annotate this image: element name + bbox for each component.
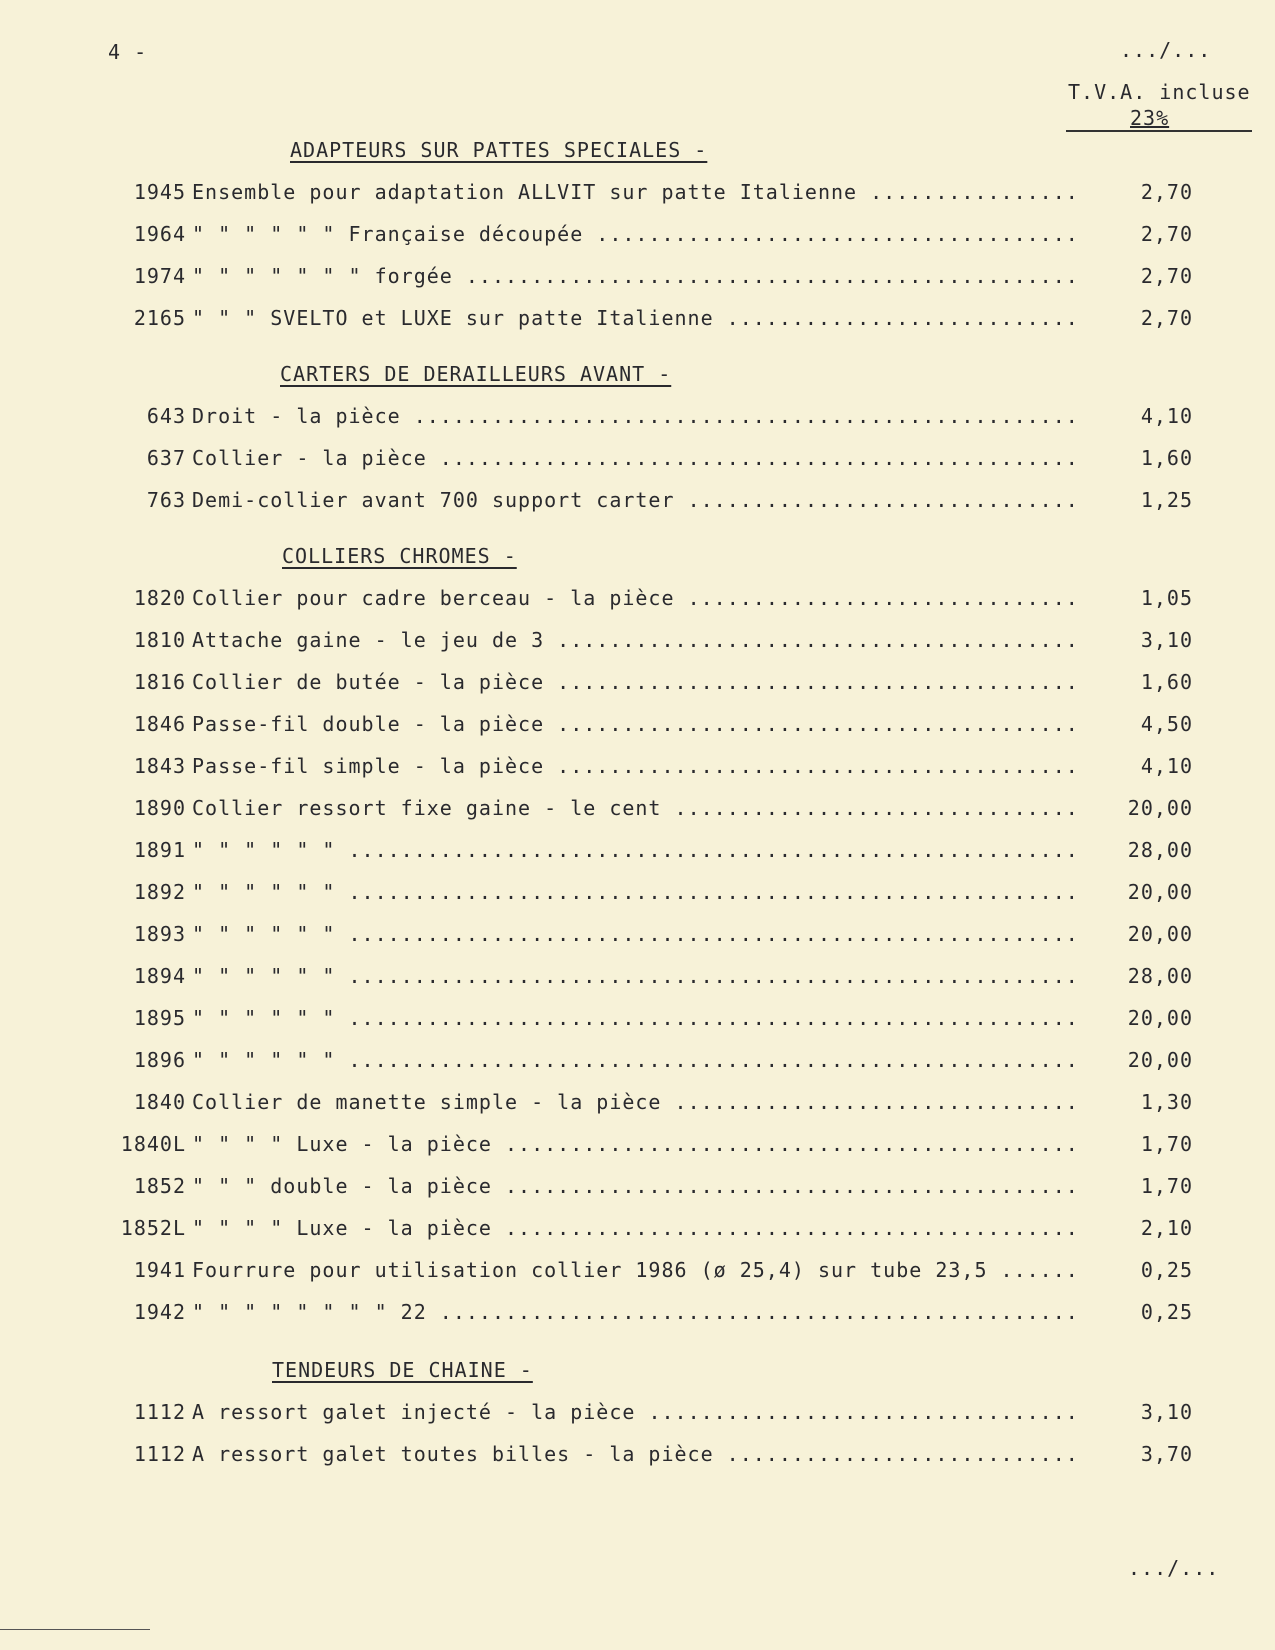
- item-code: 1852L: [120, 1216, 186, 1240]
- item-code: 1891: [133, 838, 186, 862]
- item-price: 4,10: [1140, 404, 1193, 428]
- continuation-marker-bottom: .../...: [1128, 1556, 1220, 1580]
- item-code: 1846: [133, 712, 186, 736]
- table-row: [108, 1216, 1193, 1248]
- item-code: 1843: [133, 754, 186, 778]
- item-code: 1112: [133, 1442, 186, 1466]
- item-price: 20,00: [1127, 922, 1193, 946]
- table-row: [108, 964, 1193, 996]
- item-code: 1895: [133, 1006, 186, 1030]
- item-description: " " " " " " .....: [192, 964, 1078, 988]
- tax-rate: 23%: [1130, 106, 1170, 130]
- item-description: Demi-collier avant 700 support carter .....: [192, 488, 1078, 512]
- item-price: 3,10: [1140, 1400, 1193, 1424]
- item-price: 2,70: [1140, 180, 1193, 204]
- item-code: 637: [146, 446, 186, 470]
- table-row: [108, 306, 1193, 338]
- item-code: 1964: [133, 222, 186, 246]
- section-heading-tendeurs: TENDEURS DE CHAINE -: [272, 1358, 533, 1382]
- table-row: [108, 586, 1193, 618]
- item-description: " " " SVELTO et LUXE sur patte Italienne .....: [192, 306, 1078, 330]
- item-code: 1890: [133, 796, 186, 820]
- item-code: 1892: [133, 880, 186, 904]
- item-description: " " " " " " .....: [192, 1006, 1078, 1030]
- item-description: " " " " " " Française découpée .....: [192, 222, 1078, 246]
- table-row: [108, 488, 1193, 520]
- item-description: Collier ressort fixe gaine - le cent .....: [192, 796, 1078, 820]
- table-row: [108, 264, 1193, 296]
- table-row: [108, 446, 1193, 478]
- item-description: Collier pour cadre berceau - la pièce .....: [192, 586, 1078, 610]
- item-code: 1852: [133, 1174, 186, 1198]
- item-description: A ressort galet injecté - la pièce .....: [192, 1400, 1078, 1424]
- table-row: [108, 1174, 1193, 1206]
- item-price: 1,05: [1140, 586, 1193, 610]
- item-price: 20,00: [1127, 1048, 1193, 1072]
- page-number: 4 -: [108, 40, 148, 64]
- table-row: [108, 1132, 1193, 1164]
- section-heading-adapteurs: ADAPTEURS SUR PATTES SPECIALES -: [290, 138, 708, 162]
- table-row: [108, 1048, 1193, 1080]
- item-price: 1,70: [1140, 1132, 1193, 1156]
- table-row: [108, 754, 1193, 786]
- item-price: 1,70: [1140, 1174, 1193, 1198]
- item-description: A ressort galet toutes billes - la pièce .....: [192, 1442, 1078, 1466]
- item-price: 1,60: [1140, 446, 1193, 470]
- item-price: 3,70: [1140, 1442, 1193, 1466]
- item-price: 20,00: [1127, 880, 1193, 904]
- item-price: 20,00: [1127, 796, 1193, 820]
- continuation-marker-top: .../...: [1120, 38, 1212, 62]
- item-price: 4,50: [1140, 712, 1193, 736]
- item-price: 28,00: [1127, 964, 1193, 988]
- table-row: [108, 838, 1193, 870]
- item-code: 1816: [133, 670, 186, 694]
- table-row: [108, 1300, 1193, 1332]
- table-row: [108, 796, 1193, 828]
- item-price: 20,00: [1127, 1006, 1193, 1030]
- item-description: Passe-fil simple - la pièce .....: [192, 754, 1078, 778]
- item-price: 2,70: [1140, 264, 1193, 288]
- table-row: [108, 712, 1193, 744]
- item-price: 28,00: [1127, 838, 1193, 862]
- item-price: 3,10: [1140, 628, 1193, 652]
- item-description: Attache gaine - le jeu de 3 .....: [192, 628, 1078, 652]
- table-row: [108, 1442, 1193, 1474]
- table-row: [108, 670, 1193, 702]
- item-code: 763: [146, 488, 186, 512]
- table-row: [108, 922, 1193, 954]
- item-description: " " " double - la pièce .....: [192, 1174, 1078, 1198]
- table-row: [108, 1090, 1193, 1122]
- item-code: 1894: [133, 964, 186, 988]
- item-price: 2,70: [1140, 306, 1193, 330]
- item-code: 2165: [133, 306, 186, 330]
- item-description: " " " " " " " forgée .....: [192, 264, 1078, 288]
- table-row: [108, 1006, 1193, 1038]
- item-description: " " " " " " " " 22 .....: [192, 1300, 1078, 1324]
- item-description: Collier - la pièce .....: [192, 446, 1078, 470]
- table-row: [108, 404, 1193, 436]
- item-code: 1896: [133, 1048, 186, 1072]
- table-row: [108, 880, 1193, 912]
- item-price: 4,10: [1140, 754, 1193, 778]
- table-row: [108, 222, 1193, 254]
- item-price: 1,30: [1140, 1090, 1193, 1114]
- item-price: 0,25: [1140, 1258, 1193, 1282]
- item-description: " " " " Luxe - la pièce .....: [192, 1216, 1078, 1240]
- item-code: 1112: [133, 1400, 186, 1424]
- item-description: " " " " " " .....: [192, 922, 1078, 946]
- item-code: 1840: [133, 1090, 186, 1114]
- footer-rule: [0, 1629, 150, 1630]
- item-price: 2,70: [1140, 222, 1193, 246]
- item-description: " " " " " " .....: [192, 880, 1078, 904]
- item-price: 2,10: [1140, 1216, 1193, 1240]
- item-price: 1,60: [1140, 670, 1193, 694]
- item-code: 1810: [133, 628, 186, 652]
- item-description: Passe-fil double - la pièce .....: [192, 712, 1078, 736]
- table-row: [108, 180, 1193, 212]
- item-description: Fourrure pour utilisation collier 1986 (ø 25,4) sur tube 23,5 .....: [192, 1258, 1078, 1282]
- tax-label: T.V.A. incluse: [1068, 80, 1251, 104]
- item-price: 1,25: [1140, 488, 1193, 512]
- item-description: Ensemble pour adaptation ALLVIT sur patte Italienne .....: [192, 180, 1078, 204]
- section-heading-colliers: COLLIERS CHROMES -: [282, 544, 517, 568]
- item-description: Droit - la pièce .....: [192, 404, 1078, 428]
- item-description: Collier de manette simple - la pièce .....: [192, 1090, 1078, 1114]
- item-description: " " " " " " .....: [192, 1048, 1078, 1072]
- item-code: 643: [146, 404, 186, 428]
- item-code: 1840L: [120, 1132, 186, 1156]
- item-code: 1974: [133, 264, 186, 288]
- item-price: 0,25: [1140, 1300, 1193, 1324]
- item-code: 1945: [133, 180, 186, 204]
- header-rule: [1066, 130, 1252, 132]
- table-row: [108, 1400, 1193, 1432]
- item-description: " " " " Luxe - la pièce .....: [192, 1132, 1078, 1156]
- item-code: 1942: [133, 1300, 186, 1324]
- item-code: 1820: [133, 586, 186, 610]
- table-row: [108, 1258, 1193, 1290]
- item-description: Collier de butée - la pièce .....: [192, 670, 1078, 694]
- item-code: 1941: [133, 1258, 186, 1282]
- table-row: [108, 628, 1193, 660]
- item-code: 1893: [133, 922, 186, 946]
- item-description: " " " " " " .....: [192, 838, 1078, 862]
- section-heading-carters: CARTERS DE DERAILLEURS AVANT -: [280, 362, 672, 386]
